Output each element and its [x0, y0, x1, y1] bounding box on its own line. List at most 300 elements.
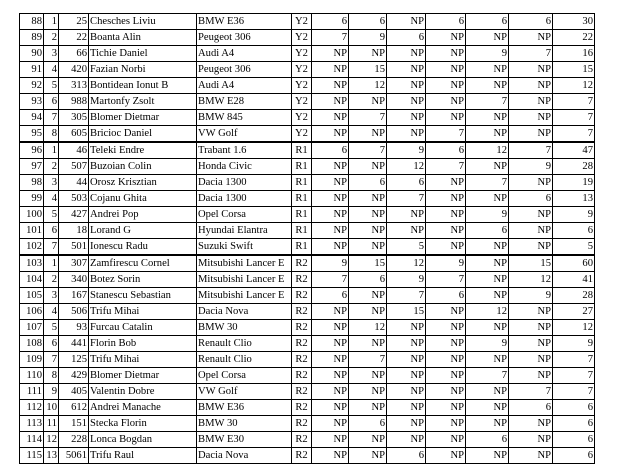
round-5-cell: 12 — [466, 304, 509, 320]
car-number-cell: 18 — [59, 223, 89, 239]
car-number-cell: 151 — [59, 416, 89, 432]
round-5-cell: 7 — [466, 94, 509, 110]
round-3-cell: 12 — [387, 159, 426, 175]
round-5-cell: 9 — [466, 207, 509, 223]
round-5-cell: 7 — [466, 368, 509, 384]
class-position-cell: 1 — [44, 142, 59, 159]
driver-name-cell: Lorand G — [89, 223, 197, 239]
round-2-cell: NP — [349, 288, 387, 304]
table-row — [20, 62, 595, 78]
round-2-cell: 7 — [349, 352, 387, 368]
driver-name-cell: Ionescu Radu — [89, 239, 197, 256]
table-row — [20, 46, 595, 62]
round-5-cell: 6 — [466, 432, 509, 448]
total-points-cell: 6 — [553, 223, 595, 239]
round-4-cell: NP — [426, 30, 466, 46]
table-row — [20, 255, 595, 272]
round-1-cell: NP — [312, 432, 349, 448]
round-2-cell: NP — [349, 432, 387, 448]
class-cell: R2 — [292, 352, 312, 368]
driver-name-cell: Trifu Mihai — [89, 304, 197, 320]
class-position-cell: 9 — [44, 384, 59, 400]
round-6-cell: NP — [509, 336, 553, 352]
car-model-cell: Audi A4 — [197, 46, 292, 62]
round-5-cell: NP — [466, 126, 509, 143]
round-3-cell: NP — [387, 320, 426, 336]
round-4-cell: NP — [426, 304, 466, 320]
class-position-cell: 4 — [44, 304, 59, 320]
table-row — [20, 142, 595, 159]
round-2-cell: NP — [349, 384, 387, 400]
class-position-cell: 6 — [44, 336, 59, 352]
overall-position-cell: 110 — [20, 368, 44, 384]
class-position-cell: 8 — [44, 126, 59, 143]
table-row — [20, 191, 595, 207]
overall-position-cell: 97 — [20, 159, 44, 175]
round-1-cell: NP — [312, 94, 349, 110]
class-position-cell: 3 — [44, 175, 59, 191]
overall-position-cell: 102 — [20, 239, 44, 256]
table-row — [20, 352, 595, 368]
overall-position-cell: 108 — [20, 336, 44, 352]
round-1-cell: 9 — [312, 255, 349, 272]
car-number-cell: 503 — [59, 191, 89, 207]
driver-name-cell: Bontidean Ionut B — [89, 78, 197, 94]
class-position-cell: 13 — [44, 448, 59, 464]
class-position-cell: 12 — [44, 432, 59, 448]
round-2-cell: 6 — [349, 175, 387, 191]
driver-name-cell: Valentin Dobre — [89, 384, 197, 400]
car-number-cell: 605 — [59, 126, 89, 143]
car-model-cell: BMW E36 — [197, 14, 292, 30]
car-model-cell: BMW E30 — [197, 432, 292, 448]
class-position-cell: 5 — [44, 320, 59, 336]
overall-position-cell: 113 — [20, 416, 44, 432]
class-cell: Y2 — [292, 78, 312, 94]
total-points-cell: 16 — [553, 46, 595, 62]
round-6-cell: NP — [509, 416, 553, 432]
class-cell: R2 — [292, 336, 312, 352]
round-3-cell: 15 — [387, 304, 426, 320]
round-4-cell: 9 — [426, 255, 466, 272]
round-5-cell: NP — [466, 288, 509, 304]
car-model-cell: Suzuki Swift — [197, 239, 292, 256]
car-number-cell: 93 — [59, 320, 89, 336]
class-cell: R2 — [292, 416, 312, 432]
round-4-cell: 6 — [426, 142, 466, 159]
total-points-cell: 7 — [553, 110, 595, 126]
driver-name-cell: Florin Bob — [89, 336, 197, 352]
round-4-cell: NP — [426, 191, 466, 207]
total-points-cell: 12 — [553, 78, 595, 94]
class-cell: R2 — [292, 320, 312, 336]
round-3-cell: NP — [387, 223, 426, 239]
car-model-cell: Mitsubishi Lancer E — [197, 255, 292, 272]
class-position-cell: 7 — [44, 110, 59, 126]
driver-name-cell: Stanescu Sebastian — [89, 288, 197, 304]
car-model-cell: Mitsubishi Lancer E — [197, 288, 292, 304]
round-2-cell: NP — [349, 191, 387, 207]
round-5-cell: 12 — [466, 142, 509, 159]
car-number-cell: 307 — [59, 255, 89, 272]
table-row — [20, 223, 595, 239]
round-3-cell: 12 — [387, 255, 426, 272]
table-row — [20, 400, 595, 416]
round-4-cell: NP — [426, 400, 466, 416]
car-number-cell: 125 — [59, 352, 89, 368]
results-body — [20, 14, 595, 464]
round-5-cell: 6 — [466, 223, 509, 239]
round-2-cell: NP — [349, 448, 387, 464]
round-1-cell: NP — [312, 416, 349, 432]
round-2-cell: NP — [349, 207, 387, 223]
round-1-cell: NP — [312, 159, 349, 175]
car-model-cell: Mitsubishi Lancer E — [197, 272, 292, 288]
total-points-cell: 6 — [553, 432, 595, 448]
round-3-cell: NP — [387, 352, 426, 368]
class-cell: Y2 — [292, 94, 312, 110]
round-4-cell: NP — [426, 175, 466, 191]
class-position-cell: 7 — [44, 352, 59, 368]
round-2-cell: NP — [349, 159, 387, 175]
driver-name-cell: Trifu Raul — [89, 448, 197, 464]
driver-name-cell: Botez Sorin — [89, 272, 197, 288]
round-6-cell: NP — [509, 239, 553, 256]
driver-name-cell: Lonca Bogdan — [89, 432, 197, 448]
total-points-cell: 6 — [553, 448, 595, 464]
overall-position-cell: 94 — [20, 110, 44, 126]
total-points-cell: 9 — [553, 336, 595, 352]
round-1-cell: NP — [312, 78, 349, 94]
car-model-cell: BMW 30 — [197, 320, 292, 336]
round-1-cell: NP — [312, 384, 349, 400]
round-4-cell: NP — [426, 110, 466, 126]
round-3-cell: NP — [387, 126, 426, 143]
round-3-cell: NP — [387, 432, 426, 448]
round-5-cell: NP — [466, 272, 509, 288]
total-points-cell: 27 — [553, 304, 595, 320]
total-points-cell: 19 — [553, 175, 595, 191]
total-points-cell: 22 — [553, 30, 595, 46]
car-model-cell: Dacia 1300 — [197, 175, 292, 191]
round-1-cell: NP — [312, 304, 349, 320]
round-6-cell: NP — [509, 175, 553, 191]
driver-name-cell: Chesches Liviu — [89, 14, 197, 30]
round-2-cell: 6 — [349, 14, 387, 30]
round-3-cell: NP — [387, 400, 426, 416]
table-row — [20, 288, 595, 304]
overall-position-cell: 101 — [20, 223, 44, 239]
driver-name-cell: Furcau Catalin — [89, 320, 197, 336]
car-number-cell: 313 — [59, 78, 89, 94]
car-number-cell: 5061 — [59, 448, 89, 464]
car-model-cell: Dacia Nova — [197, 304, 292, 320]
round-4-cell: 7 — [426, 126, 466, 143]
round-1-cell: NP — [312, 320, 349, 336]
round-6-cell: NP — [509, 320, 553, 336]
round-1-cell: NP — [312, 239, 349, 256]
round-1-cell: 6 — [312, 14, 349, 30]
round-3-cell: NP — [387, 110, 426, 126]
round-3-cell: 7 — [387, 191, 426, 207]
class-position-cell: 5 — [44, 78, 59, 94]
table-row — [20, 368, 595, 384]
total-points-cell: 30 — [553, 14, 595, 30]
driver-name-cell: Bricioc Daniel — [89, 126, 197, 143]
round-6-cell: NP — [509, 62, 553, 78]
round-5-cell: NP — [466, 110, 509, 126]
driver-name-cell: Stecka Florin — [89, 416, 197, 432]
round-6-cell: 9 — [509, 288, 553, 304]
round-2-cell: NP — [349, 94, 387, 110]
driver-name-cell: Cojanu Ghita — [89, 191, 197, 207]
car-number-cell: 501 — [59, 239, 89, 256]
table-row — [20, 207, 595, 223]
overall-position-cell: 106 — [20, 304, 44, 320]
round-4-cell: NP — [426, 448, 466, 464]
car-number-cell: 46 — [59, 142, 89, 159]
class-cell: R1 — [292, 175, 312, 191]
total-points-cell: 47 — [553, 142, 595, 159]
class-cell: R2 — [292, 400, 312, 416]
total-points-cell: 12 — [553, 320, 595, 336]
round-5-cell: NP — [466, 239, 509, 256]
class-cell: R2 — [292, 288, 312, 304]
car-number-cell: 405 — [59, 384, 89, 400]
round-2-cell: NP — [349, 336, 387, 352]
round-6-cell: NP — [509, 448, 553, 464]
round-4-cell: 7 — [426, 159, 466, 175]
car-model-cell: Peugeot 306 — [197, 30, 292, 46]
round-3-cell: 9 — [387, 272, 426, 288]
round-2-cell: 6 — [349, 272, 387, 288]
car-number-cell: 66 — [59, 46, 89, 62]
round-6-cell: NP — [509, 78, 553, 94]
round-4-cell: NP — [426, 416, 466, 432]
car-number-cell: 506 — [59, 304, 89, 320]
overall-position-cell: 98 — [20, 175, 44, 191]
round-2-cell: NP — [349, 239, 387, 256]
round-6-cell: 7 — [509, 384, 553, 400]
total-points-cell: 7 — [553, 126, 595, 143]
round-2-cell: 12 — [349, 320, 387, 336]
table-row — [20, 110, 595, 126]
overall-position-cell: 104 — [20, 272, 44, 288]
round-1-cell: NP — [312, 400, 349, 416]
driver-name-cell: Boanta Alin — [89, 30, 197, 46]
round-2-cell: 15 — [349, 62, 387, 78]
overall-position-cell: 100 — [20, 207, 44, 223]
round-6-cell: 15 — [509, 255, 553, 272]
round-4-cell: 7 — [426, 272, 466, 288]
round-2-cell: NP — [349, 126, 387, 143]
class-cell: Y2 — [292, 30, 312, 46]
overall-position-cell: 91 — [20, 62, 44, 78]
class-cell: R1 — [292, 207, 312, 223]
class-position-cell: 3 — [44, 46, 59, 62]
round-6-cell: NP — [509, 304, 553, 320]
total-points-cell: 41 — [553, 272, 595, 288]
round-4-cell: NP — [426, 46, 466, 62]
class-cell: R1 — [292, 239, 312, 256]
total-points-cell: 6 — [553, 400, 595, 416]
class-position-cell: 2 — [44, 159, 59, 175]
table-row — [20, 78, 595, 94]
class-cell: R1 — [292, 159, 312, 175]
driver-name-cell: Buzoian Colin — [89, 159, 197, 175]
round-1-cell: NP — [312, 207, 349, 223]
round-4-cell: NP — [426, 336, 466, 352]
round-4-cell: 6 — [426, 288, 466, 304]
round-1-cell: NP — [312, 368, 349, 384]
round-2-cell: NP — [349, 368, 387, 384]
round-4-cell: NP — [426, 368, 466, 384]
car-model-cell: Honda Civic — [197, 159, 292, 175]
round-3-cell: 6 — [387, 30, 426, 46]
round-5-cell: 6 — [466, 14, 509, 30]
class-cell: R2 — [292, 368, 312, 384]
round-6-cell: NP — [509, 94, 553, 110]
total-points-cell: 60 — [553, 255, 595, 272]
round-1-cell: NP — [312, 336, 349, 352]
driver-name-cell: Martonfy Zsolt — [89, 94, 197, 110]
table-row — [20, 239, 595, 256]
overall-position-cell: 96 — [20, 142, 44, 159]
car-model-cell: Opel Corsa — [197, 207, 292, 223]
round-4-cell: NP — [426, 352, 466, 368]
overall-position-cell: 109 — [20, 352, 44, 368]
table-row — [20, 384, 595, 400]
class-cell: R2 — [292, 448, 312, 464]
round-2-cell: 7 — [349, 142, 387, 159]
driver-name-cell: Blomer Dietmar — [89, 368, 197, 384]
round-3-cell: NP — [387, 368, 426, 384]
class-position-cell: 7 — [44, 239, 59, 256]
car-model-cell: BMW 845 — [197, 110, 292, 126]
class-cell: R2 — [292, 432, 312, 448]
round-6-cell: NP — [509, 207, 553, 223]
round-5-cell: NP — [466, 62, 509, 78]
car-number-cell: 305 — [59, 110, 89, 126]
overall-position-cell: 111 — [20, 384, 44, 400]
round-3-cell: NP — [387, 62, 426, 78]
driver-name-cell: Trifu Mihai — [89, 352, 197, 368]
class-position-cell: 6 — [44, 223, 59, 239]
round-5-cell: NP — [466, 320, 509, 336]
total-points-cell: 7 — [553, 368, 595, 384]
table-row — [20, 448, 595, 464]
round-5-cell: NP — [466, 191, 509, 207]
class-cell: R2 — [292, 304, 312, 320]
round-3-cell: NP — [387, 78, 426, 94]
round-2-cell: NP — [349, 223, 387, 239]
round-5-cell: NP — [466, 384, 509, 400]
class-cell: Y2 — [292, 62, 312, 78]
class-cell: Y2 — [292, 14, 312, 30]
round-5-cell: 7 — [466, 175, 509, 191]
round-6-cell: 7 — [509, 142, 553, 159]
car-model-cell: BMW 30 — [197, 416, 292, 432]
total-points-cell: 9 — [553, 207, 595, 223]
table-row — [20, 159, 595, 175]
driver-name-cell: Zamfirescu Cornel — [89, 255, 197, 272]
round-5-cell: 9 — [466, 46, 509, 62]
car-number-cell: 420 — [59, 62, 89, 78]
car-number-cell: 612 — [59, 400, 89, 416]
round-3-cell: NP — [387, 14, 426, 30]
round-4-cell: NP — [426, 223, 466, 239]
round-1-cell: NP — [312, 46, 349, 62]
overall-position-cell: 89 — [20, 30, 44, 46]
car-model-cell: Dacia 1300 — [197, 191, 292, 207]
car-number-cell: 427 — [59, 207, 89, 223]
table-row — [20, 304, 595, 320]
round-5-cell: NP — [466, 30, 509, 46]
round-1-cell: 6 — [312, 288, 349, 304]
round-2-cell: NP — [349, 46, 387, 62]
overall-position-cell: 112 — [20, 400, 44, 416]
round-1-cell: NP — [312, 126, 349, 143]
round-6-cell: 9 — [509, 159, 553, 175]
class-position-cell: 4 — [44, 191, 59, 207]
total-points-cell: 7 — [553, 94, 595, 110]
car-model-cell: Peugeot 306 — [197, 62, 292, 78]
round-1-cell: NP — [312, 62, 349, 78]
round-5-cell: NP — [466, 78, 509, 94]
car-model-cell: Opel Corsa — [197, 368, 292, 384]
total-points-cell: 6 — [553, 416, 595, 432]
table-row — [20, 14, 595, 30]
class-cell: Y2 — [292, 126, 312, 143]
round-3-cell: NP — [387, 94, 426, 110]
car-number-cell: 507 — [59, 159, 89, 175]
round-6-cell: NP — [509, 223, 553, 239]
overall-position-cell: 99 — [20, 191, 44, 207]
round-6-cell: 6 — [509, 191, 553, 207]
overall-position-cell: 115 — [20, 448, 44, 464]
total-points-cell: 7 — [553, 384, 595, 400]
overall-position-cell: 88 — [20, 14, 44, 30]
round-4-cell: NP — [426, 207, 466, 223]
round-6-cell: 6 — [509, 14, 553, 30]
round-3-cell: NP — [387, 46, 426, 62]
round-2-cell: NP — [349, 304, 387, 320]
driver-name-cell: Orosz Krisztian — [89, 175, 197, 191]
round-1-cell: NP — [312, 223, 349, 239]
driver-name-cell: Teleki Endre — [89, 142, 197, 159]
round-3-cell: NP — [387, 207, 426, 223]
table-row — [20, 432, 595, 448]
car-number-cell: 44 — [59, 175, 89, 191]
round-2-cell: 12 — [349, 78, 387, 94]
round-3-cell: 9 — [387, 142, 426, 159]
round-1-cell: NP — [312, 110, 349, 126]
round-3-cell: NP — [387, 384, 426, 400]
round-1-cell: 6 — [312, 142, 349, 159]
round-6-cell: 12 — [509, 272, 553, 288]
class-position-cell: 5 — [44, 207, 59, 223]
round-1-cell: NP — [312, 352, 349, 368]
round-4-cell: NP — [426, 239, 466, 256]
round-2-cell: 7 — [349, 110, 387, 126]
overall-position-cell: 103 — [20, 255, 44, 272]
total-points-cell: 28 — [553, 159, 595, 175]
class-position-cell: 11 — [44, 416, 59, 432]
overall-position-cell: 114 — [20, 432, 44, 448]
class-position-cell: 10 — [44, 400, 59, 416]
round-2-cell: 15 — [349, 255, 387, 272]
round-2-cell: NP — [349, 400, 387, 416]
